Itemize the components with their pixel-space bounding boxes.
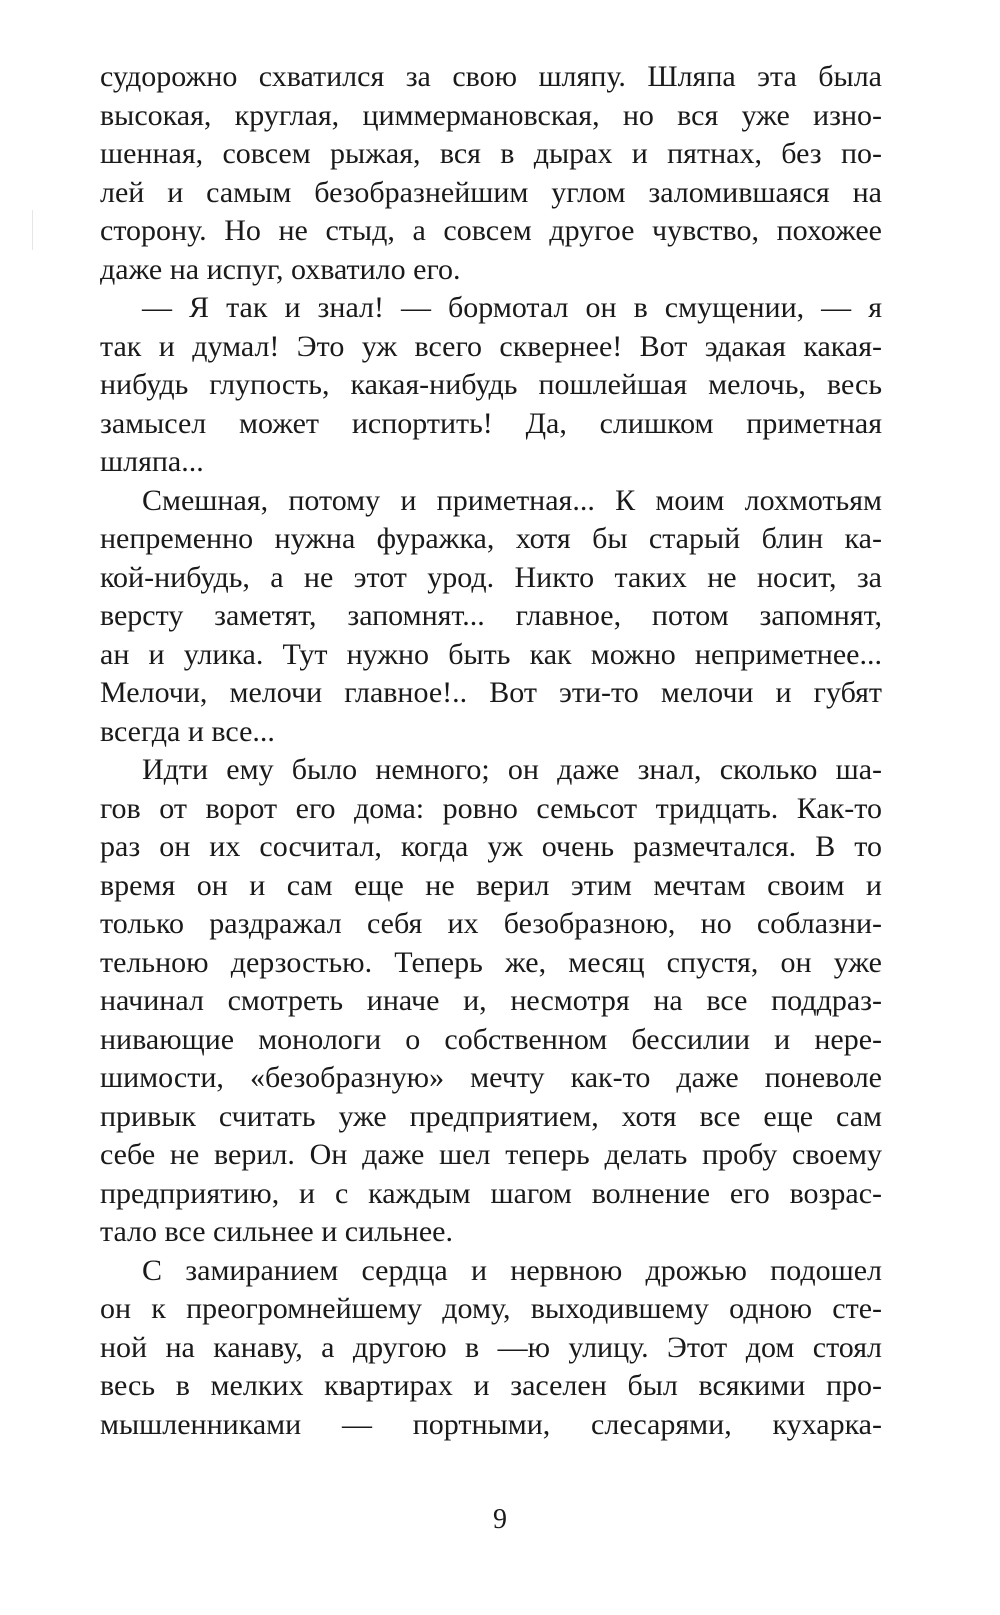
text-line: ной на канаву, а другою в —ю улицу. Этот дом стоял [100,1330,882,1364]
text-line: мышленниками — портными, слесарями, кухарка- [100,1407,882,1441]
text-line: кой-нибудь, а не этот урод. Никто таких не носит, за [100,560,882,594]
text-line: лей и самым безобразнейшим углом заломившаяся на [100,175,882,209]
paragraph-5 [100,1252,882,1445]
text-line: С замиранием сердца и нервною дрожью подошел [142,1253,882,1287]
text-line: предприятию, и с каждым шагом волнение его возрас- [100,1176,882,1210]
text-line: версту заметят, запомнят... главное, потом запомнят, [100,599,882,632]
text-line: ан и улика. Тут нужно быть как можно неприметнее... [100,637,882,671]
text-line: тельною дерзостью. Теперь же, месяц спустя, он уже [100,945,882,979]
text-line: сторону. Но не стыд, а совсем другое чувство, похожее [100,214,882,247]
text-line: замысел может испортить! Да, слишком приметная [100,406,882,440]
text-line: нивающие монологи о собственном бессилии и нере- [100,1022,882,1056]
text-line: шляпа... [100,445,204,478]
text-line: так и думал! Это уж всего сквернее! Вот эдакая какая- [100,329,882,363]
text-line: — Я так и знал! — бормотал он в смущении, — я [142,291,882,324]
text-line: даже на испуг, охватило его. [100,252,461,286]
text-line: судорожно схватился за свою шляпу. Шляпа эта была [100,60,882,93]
paragraph-3 [100,482,882,752]
paragraph-4 [100,751,882,1252]
margin-mark [32,210,33,250]
text-line: шимости, «безобразную» мечту как-то даже поневоле [100,1061,882,1094]
text-line: себе не верил. Он даже шел теперь делать пробу своему [100,1138,882,1171]
text-line: нибудь глупость, какая-нибудь пошлейшая мелочь, весь [100,368,882,401]
text-line: тало все сильнее и сильнее. [100,1215,453,1248]
text-line: весь в мелких квартирах и заселен был всякими про- [100,1369,882,1402]
paragraph-1 [100,58,882,289]
page-body [100,58,882,1444]
text-line: только раздражал себя их безобразною, но соблазни- [100,907,882,940]
text-line: высокая, круглая, циммермановская, но вся уже изно- [100,98,882,132]
text-line: гов от ворот его дома: ровно семьсот тридцать. Как-то [100,791,882,825]
text-line: шенная, совсем рыжая, вся в дырах и пятнах, без по- [100,137,882,170]
text-line: непременно нужна фуражка, хотя бы старый блин ка- [100,522,882,555]
text-line: всегда и все... [100,714,275,748]
text-line: время он и сам еще не верил этим мечтам своим и [100,868,882,902]
text-line: он к преогромнейшему дому, выходившему одною сте- [100,1292,882,1325]
text-line: раз он их сосчитал, когда уж очень размечтался. В то [100,830,882,863]
text-line: Идти ему было немного; он даже знал, сколько ша- [142,753,882,786]
text-line: Смешная, потому и приметная... К моим лохмотьям [142,483,882,517]
page-number: 9 [493,1504,507,1535]
paragraph-2 [100,289,882,482]
text-line: начинал смотреть иначе и, несмотря на все поддраз- [100,984,882,1017]
text-line: Мелочи, мелочи главное!.. Вот эти-то мелочи и губят [100,676,882,709]
text-line: привык считать уже предприятием, хотя все еще сам [100,1099,882,1133]
